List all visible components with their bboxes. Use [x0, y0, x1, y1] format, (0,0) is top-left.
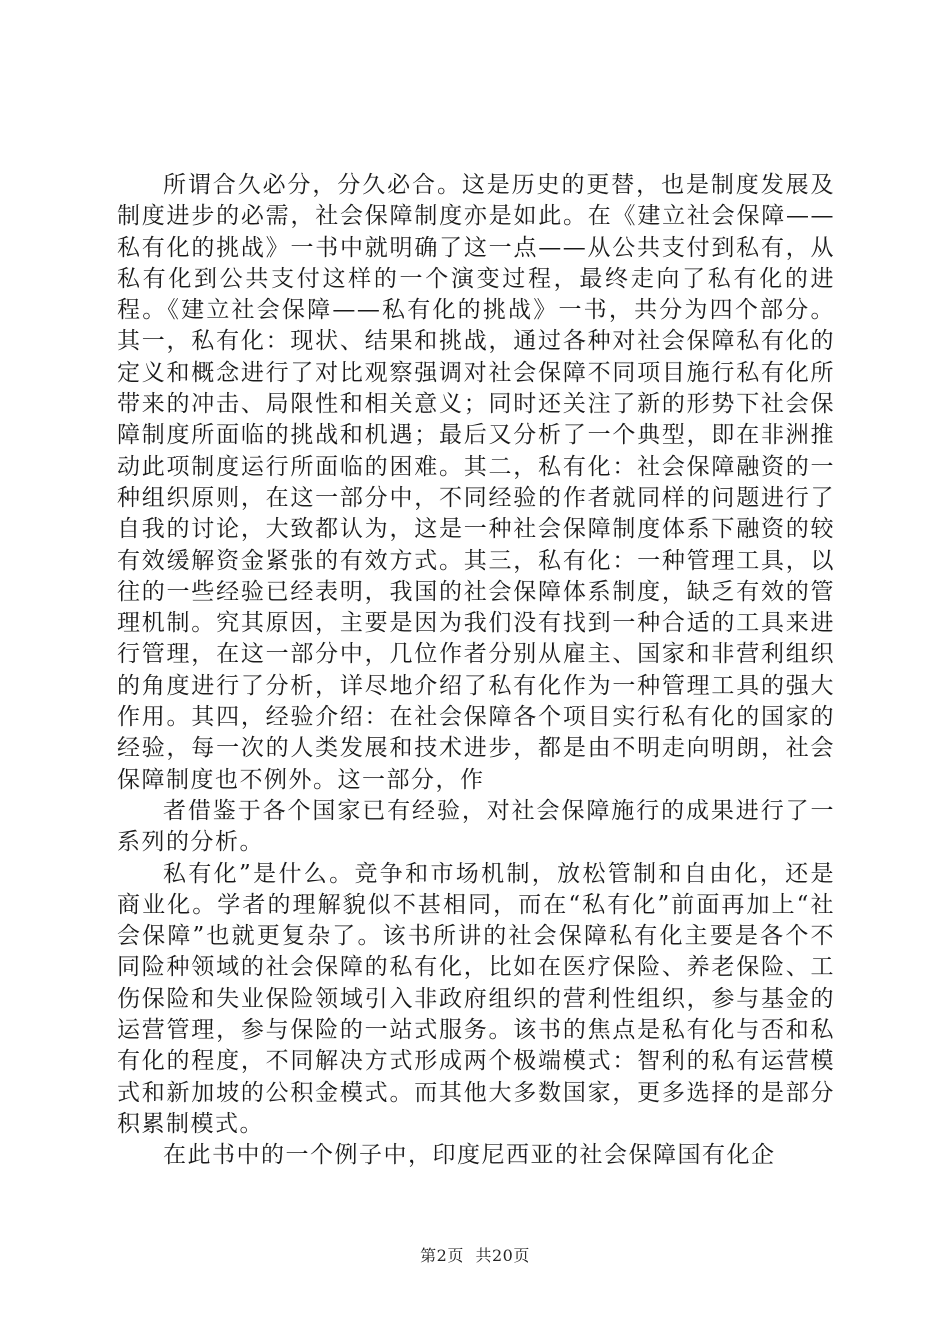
page-number-current: 第2页	[420, 1246, 464, 1265]
page-number-total: 共20页	[475, 1246, 530, 1265]
paragraph: 所谓合久必分，分久必合。这是历史的更替，也是制度发展及制度进步的必需，社会保障制度亦是如此。在《建立社会保障——私有化的挑战》一书中就明确了这一点——从公共支付到私有，从私有化到公共支付这样的一个演变过程，最终走向了私有化的进程。《建立社会保障——私有化的挑战》一书，共分为四个部分。其一，私有化：现状、结果和挑战，通过各种对社会保障私有化的定义和概念进行了对比观察强调对社会保障不同项目施行私有化所带来的冲击、局限性和相关意义；同时还关注了新的形势下社会保障制度所面临的挑战和机遇；最后又分析了一个典型，即在非洲推动此项制度运行所面临的困难。其二，私有化：社会保障融资的一种组织原则，在这一部分中，不同经验的作者就同样的问题进行了自我的讨论，大致都认为，这是一种社会保障制度体系下融资的较有效缓解资金紧张的有效方式。其三，私有化：一种管理工具，以往的一些经验已经表明，我国的社会保障体系制度，缺乏有效的管理机制。究其原因，主要是因为我们没有找到一种合适的工具来进行管理，在这一部分中，几位作者分别从雇主、国家和非营利组织的角度进行了分析，详尽地介绍了私有化作为一种管理工具的强大作用。其四，经验介绍：在社会保障各个项目实行私有化的国家的经验，每一次的人类发展和技术进步，都是由不明走向明朗，社会保障制度也不例外。这一部分，作	[117, 172, 835, 793]
page-footer	[0, 1243, 950, 1266]
paragraph: 私有化”是什么。竞争和市场机制，放松管制和自由化，还是商业化。学者的理解貌似不甚相同，而在“私有化”前面再加上“社会保障”也就更复杂了。该书所讲的社会保障私有化主要是各个不同险种领域的社会保障的私有化，比如在医疗保险、养老保险、工伤保险和失业保险领域引入非政府组织的营利性组织，参与基金的运营管理，参与保险的一站式服务。该书的焦点是私有化与否和私有化的程度，不同解决方式形成两个极端模式：智利的私有运营模式和新加坡的公积金模式。而其他大多数国家，更多选择的是部分积累制模式。	[117, 860, 835, 1137]
paragraph: 在此书中的一个例子中，印度尼西亚的社会保障国有化企	[163, 1142, 776, 1169]
document-body	[117, 170, 835, 1172]
paragraph: 者借鉴于各个国家已有经验，对社会保障施行的成果进行了一系列的分析。	[117, 797, 835, 856]
